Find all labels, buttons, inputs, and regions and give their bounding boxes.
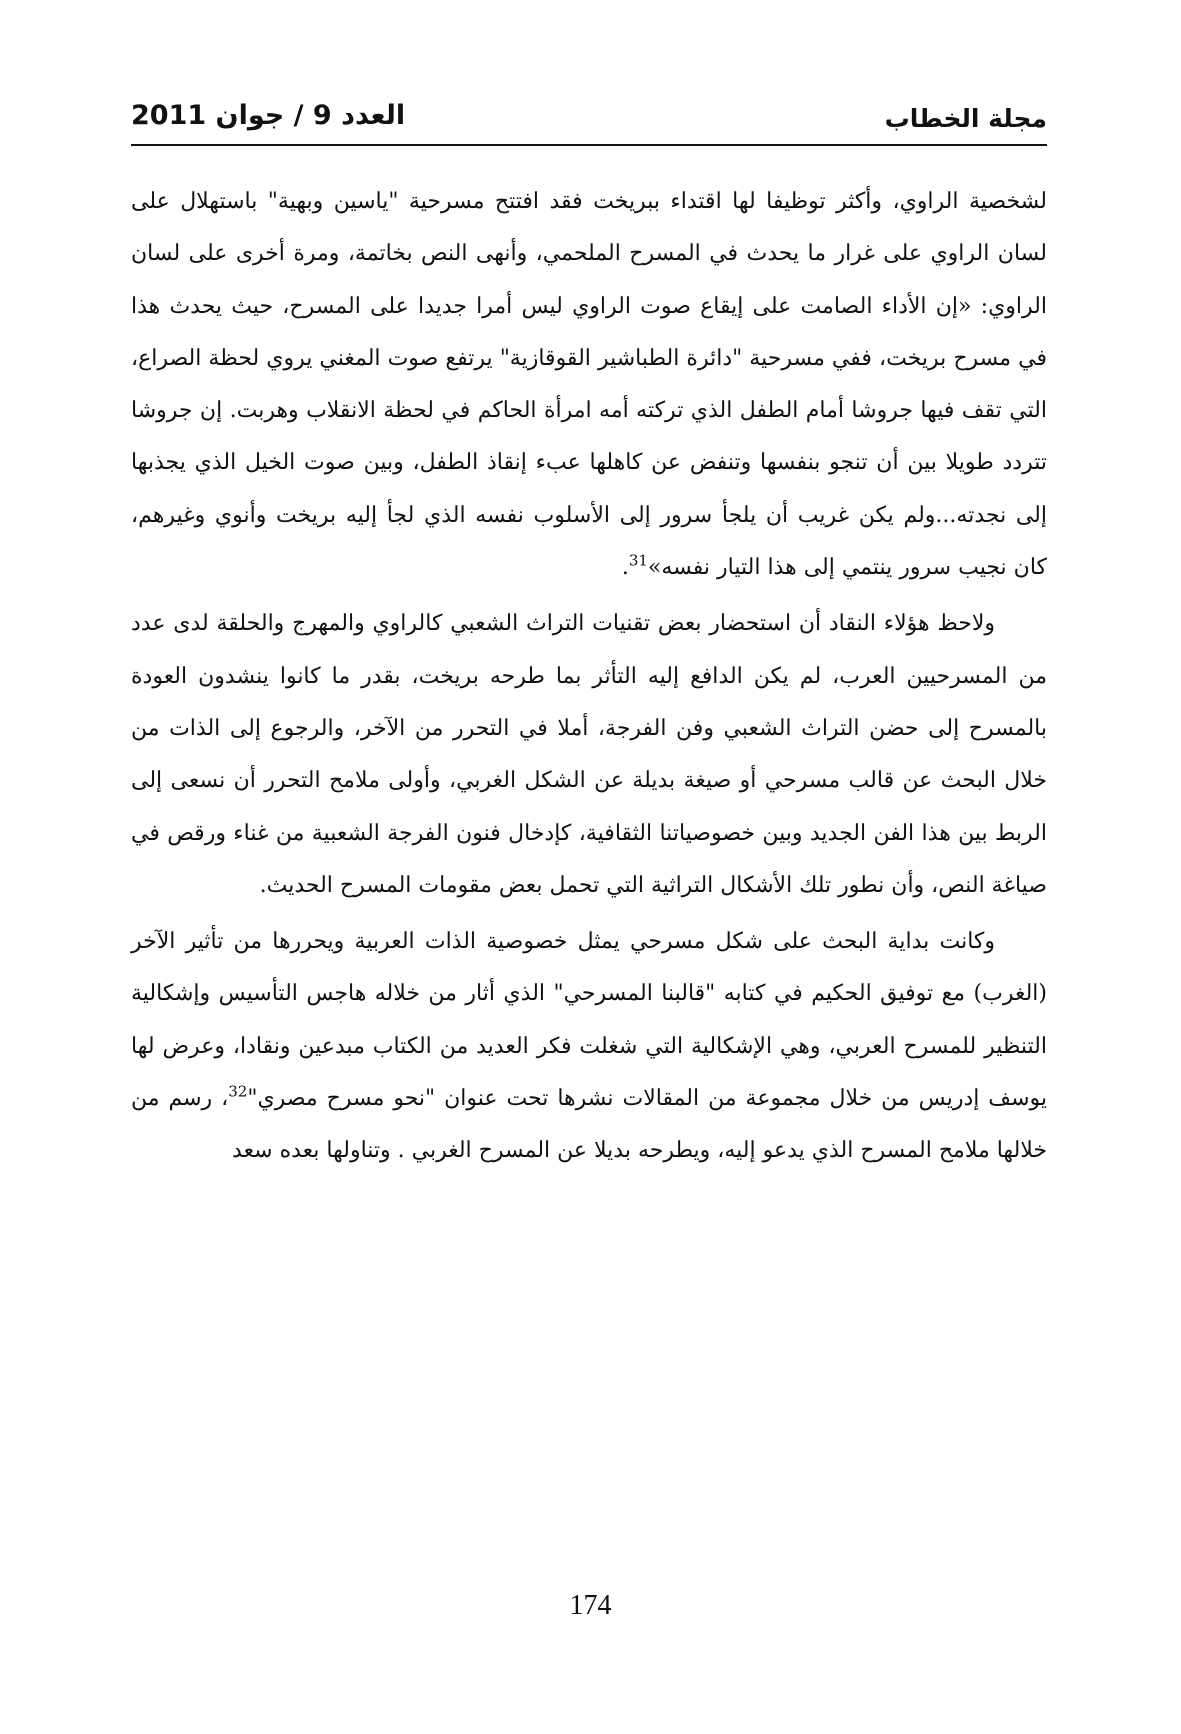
article-body — [131, 176, 1047, 1178]
footnote-ref-31[interactable]: 31 — [628, 551, 648, 570]
paragraph-2: ولاحظ هؤلاء النقاد أن استحضار بعض تقنيات التراث الشعبي كالراوي والمهرج والحلقة لدى عدد من المسرحيين العرب، لم يكن الدافع إليه التأثر بما طرحه بريخت، بقدر ما كانوا ينشدون العودة بالمسرح إلى حضن التراث الشعبي وفن الفرجة، أملا في التحرر من الآخر، والرجوع إلى الذات من خلال البحث عن قالب مسرحي أو صيغة بديلة عن الشكل الغربي، وأولى ملامح التحرر أن نسعى إلى الربط بين هذا الفن الجديد وبين خصوصياتنا الثقافية، كإدخال فنون الفرجة الشعبية من غناء ورقص في صياغة النص، وأن نطور تلك الأشكال التراثية التي تحمل بعض مقومات المسرح الحديث. — [131, 611, 1047, 898]
paragraph-1-text: لشخصية الراوي، وأكثر توظيفا لها اقتداء ببريخت فقد افتتح مسرحية "ياسين وبهية" باستهلال على لسان الراوي على غرار ما يحدث في المسرح الملحمي، وأنهى النص بخاتمة، ومرة أخرى على لسان الراوي: «إن الأداء الصامت على إيقاع صوت الراوي ليس أمرا جديدا على المسرح، حيث يحدث هذا في مسرح بريخت، ففي مسرحية "دائرة الطباشير القوقازية" يرتفع صوت المغني يروي لحظة الصراع، التي تقف فيها جروشا أمام الطفل الذي تركته أمه امرأة الحاكم في لحظة الانقلاب وهربت. إن جروشا تتردد طويلا بين أن تنجو بنفسها وتنفض عن كاهلها عبء إنقاذ الطفل، وبين صوت الخيل الذي يجذبها إلى نجدته...ولم يكن غريب أن يلجأ سرور إلى الأسلوب نفسه الذي لجأ إليه بريخت وأنوي وغيرهم، كان نجيب سرور ينتمي إلى هذا التيار نفسه» — [131, 189, 1047, 581]
paragraph-1-end: . — [621, 555, 629, 581]
paragraph-3 — [131, 916, 1047, 1177]
issue-label: العدد 9 / جوان 2011 — [131, 100, 406, 131]
paragraph-3-text-after: ، رسم من خلالها ملامح المسرح الذي يدعو إليه، ويطرحه بديلا عن المسرح الغربي . وتناولها بعده سعد — [131, 1086, 1047, 1164]
footnote-ref-32[interactable]: 32 — [228, 1082, 248, 1101]
page-header — [131, 100, 1047, 146]
page-number: 174 — [569, 1590, 612, 1621]
journal-title: مجلة الخطاب — [884, 104, 1047, 133]
paragraph-3-text-before: وكانت بداية البحث على شكل مسرحي يمثل خصوصية الذات العربية ويحررها من تأثير الآخر (الغرب) مع توفيق الحكيم في كتابه "قالبنا المسرحي" الذي أثار من خلاله هاجس التأسيس وإشكالية التنظير للمسرح العربي، وهي الإشكالية التي شغلت فكر العديد من الكتاب مبدعين ونقادا، وعرض لها يوسف إدريس من خلال مجموعة من المقالات نشرها تحت عنوان "نحو مسرح مصري" — [131, 929, 1047, 1112]
paragraph-1 — [131, 176, 1047, 594]
